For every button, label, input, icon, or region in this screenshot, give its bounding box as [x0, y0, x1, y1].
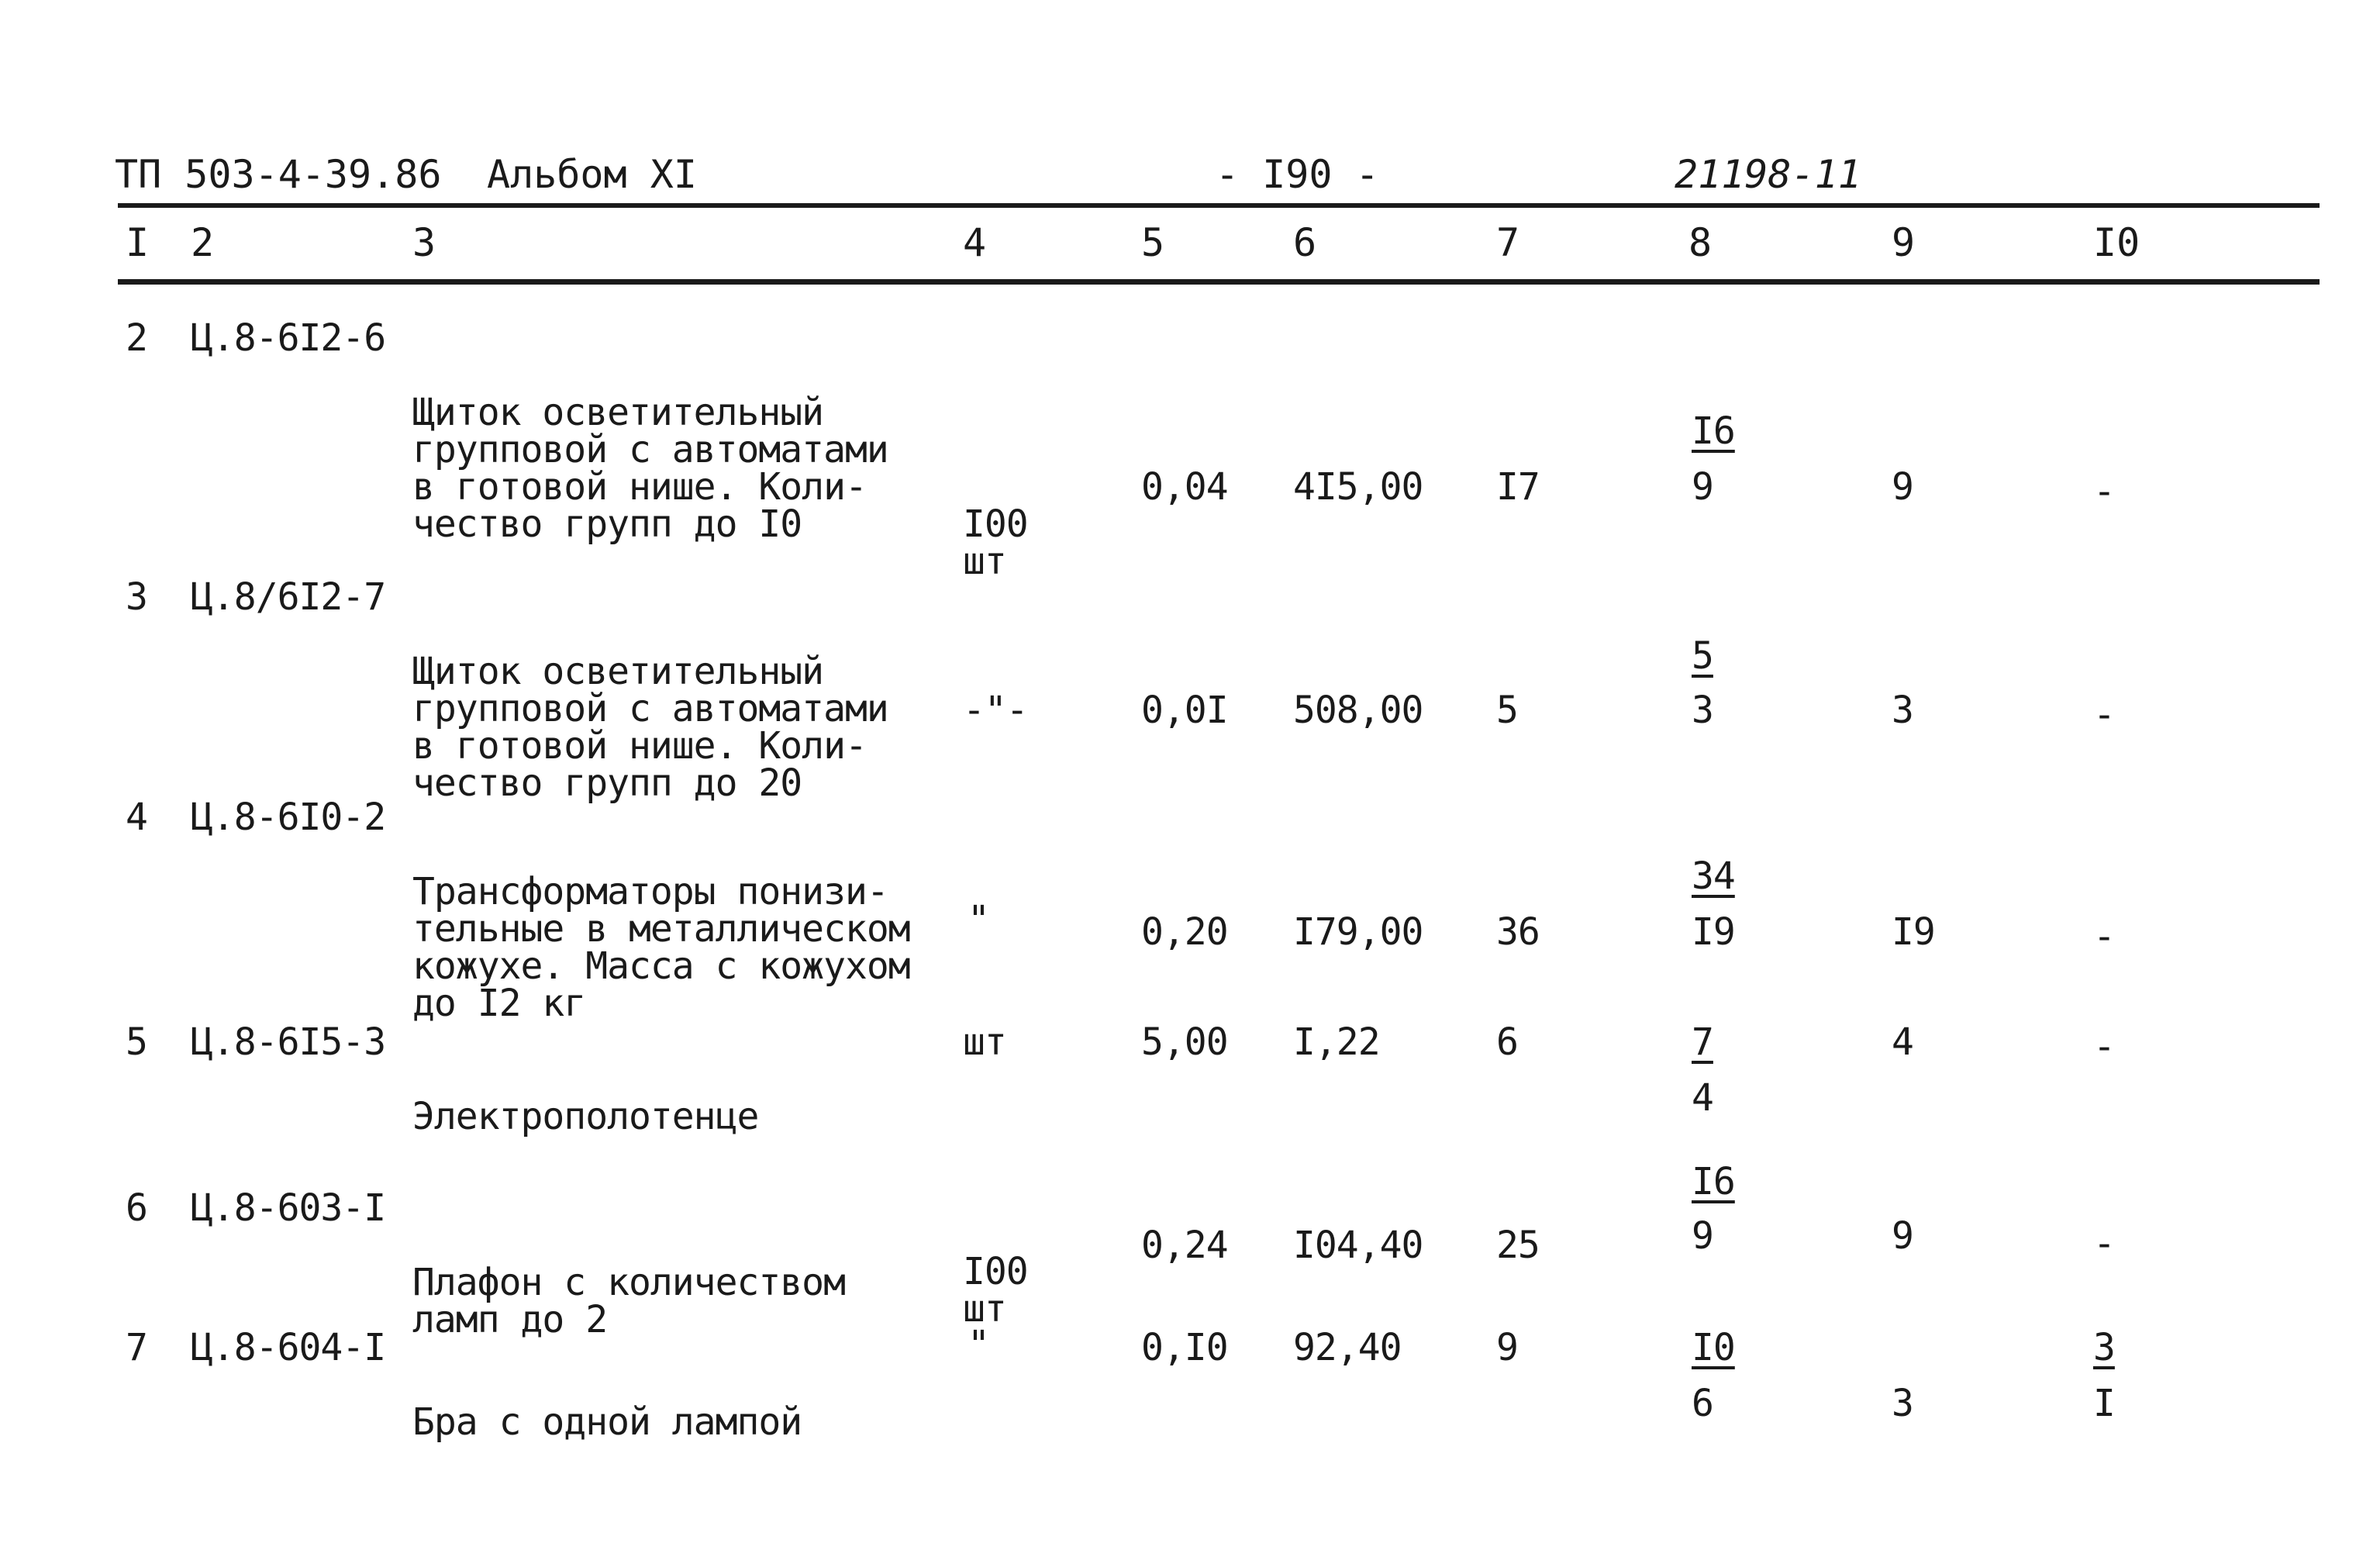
row-col8-bottom: 4: [1692, 1076, 1713, 1120]
row-col5: 5,00: [1141, 1020, 1228, 1064]
row-col10-top: 3: [2093, 1326, 2115, 1369]
row-unit: -"-: [963, 689, 1028, 732]
column-header-3: 3: [412, 220, 436, 265]
row-col9: 3: [1892, 1382, 1913, 1425]
document-code: ТП 503-4-39.86: [115, 152, 442, 197]
row-col6: I,22: [1293, 1020, 1380, 1064]
row-col8-bottom: I9: [1692, 910, 1735, 954]
row-number: 6: [126, 1186, 147, 1230]
column-header-4: 4: [963, 220, 987, 265]
row-unit: ": [968, 898, 989, 941]
row-col8-top: I0: [1692, 1326, 1735, 1369]
row-col6: I04,40: [1293, 1224, 1423, 1267]
row-col10: -: [2093, 470, 2115, 513]
row-code: Ц.8/6I2-7: [191, 575, 386, 619]
row-col5: 0,0I: [1141, 689, 1228, 732]
row-col7: 9: [1496, 1326, 1518, 1369]
row-col10: -: [2093, 915, 2115, 958]
row-description: Бра с одной лампой: [412, 1400, 802, 1444]
row-col5: 0,04: [1141, 465, 1228, 509]
row-col8-bottom: 3: [1692, 689, 1713, 732]
row-description: Трансформаторы понизи- тельные в металлическом кожухе. Масса с кожухом до I2 кг: [412, 870, 910, 1025]
row-code: Ц.8-603-I: [191, 1186, 386, 1230]
row-col5: 0,I0: [1141, 1326, 1228, 1369]
row-col7: 5: [1496, 689, 1518, 732]
row-col7: 36: [1496, 910, 1540, 954]
row-col8-top: 5: [1692, 634, 1713, 678]
row-col10: -: [2093, 693, 2115, 737]
header-rule-top: [118, 203, 2320, 208]
header-rule-bottom: [118, 279, 2320, 285]
row-col10: -: [2093, 1025, 2115, 1068]
row-col10-bottom: I: [2093, 1382, 2115, 1425]
row-unit: шт: [963, 1020, 1006, 1064]
row-description: Щиток осветительный групповой с автоматами в готовой нише. Коли- чество групп до 20: [412, 650, 888, 805]
row-col7: I7: [1496, 465, 1540, 509]
row-col6: 92,40: [1293, 1326, 1402, 1369]
row-col8-top: 7: [1692, 1020, 1713, 1064]
row-col7: 25: [1496, 1224, 1540, 1267]
row-col9: 4: [1892, 1020, 1913, 1064]
row-unit: ": [968, 1323, 989, 1366]
column-header-1: I: [126, 220, 150, 265]
row-col9: 9: [1892, 1214, 1913, 1258]
row-description: Электрополотенце: [412, 1095, 759, 1138]
row-number: 3: [126, 575, 147, 619]
row-description: Щиток осветительный групповой с автоматами в готовой нише. Коли- чество групп до I0: [412, 391, 888, 546]
album-label: Альбом XI: [487, 152, 697, 197]
row-number: 2: [126, 316, 147, 360]
row-code: Ц.8-6I5-3: [191, 1020, 386, 1064]
row-col8-bottom: 9: [1692, 465, 1713, 509]
column-header-7: 7: [1496, 220, 1520, 265]
row-number: 5: [126, 1020, 147, 1064]
row-col5: 0,20: [1141, 910, 1228, 954]
row-col7: 6: [1496, 1020, 1518, 1064]
column-header-8: 8: [1688, 220, 1713, 265]
row-col8-top: I6: [1692, 409, 1735, 453]
row-unit: I00 шт: [963, 502, 1028, 583]
row-col9: 3: [1892, 689, 1913, 732]
row-col9: I9: [1892, 910, 1935, 954]
column-header-5: 5: [1141, 220, 1165, 265]
column-header-10: I0: [2093, 220, 2140, 265]
row-unit: I00 шт: [963, 1250, 1028, 1331]
row-code: Ц.8-604-I: [191, 1326, 386, 1369]
row-col8-top: 34: [1692, 854, 1735, 898]
page-number: - I90 -: [1216, 152, 1379, 197]
row-col6: 4I5,00: [1293, 465, 1423, 509]
row-col6: 508,00: [1293, 689, 1423, 732]
row-description: Плафон с количеством ламп до 2: [412, 1261, 845, 1341]
row-col8-bottom: 9: [1692, 1214, 1713, 1258]
row-code: Ц.8-6I0-2: [191, 796, 386, 839]
column-header-2: 2: [191, 220, 215, 265]
column-header-9: 9: [1892, 220, 1916, 265]
row-col8-top: I6: [1692, 1160, 1735, 1203]
sheet-number: 21198-11: [1675, 152, 1861, 197]
row-col10: -: [2093, 1222, 2115, 1265]
row-number: 7: [126, 1326, 147, 1369]
row-col5: 0,24: [1141, 1224, 1228, 1267]
row-col9: 9: [1892, 465, 1913, 509]
row-number: 4: [126, 796, 147, 839]
row-col8-bottom: 6: [1692, 1382, 1713, 1425]
column-header-6: 6: [1293, 220, 1317, 265]
row-code: Ц.8-6I2-6: [191, 316, 386, 360]
row-col6: I79,00: [1293, 910, 1423, 954]
